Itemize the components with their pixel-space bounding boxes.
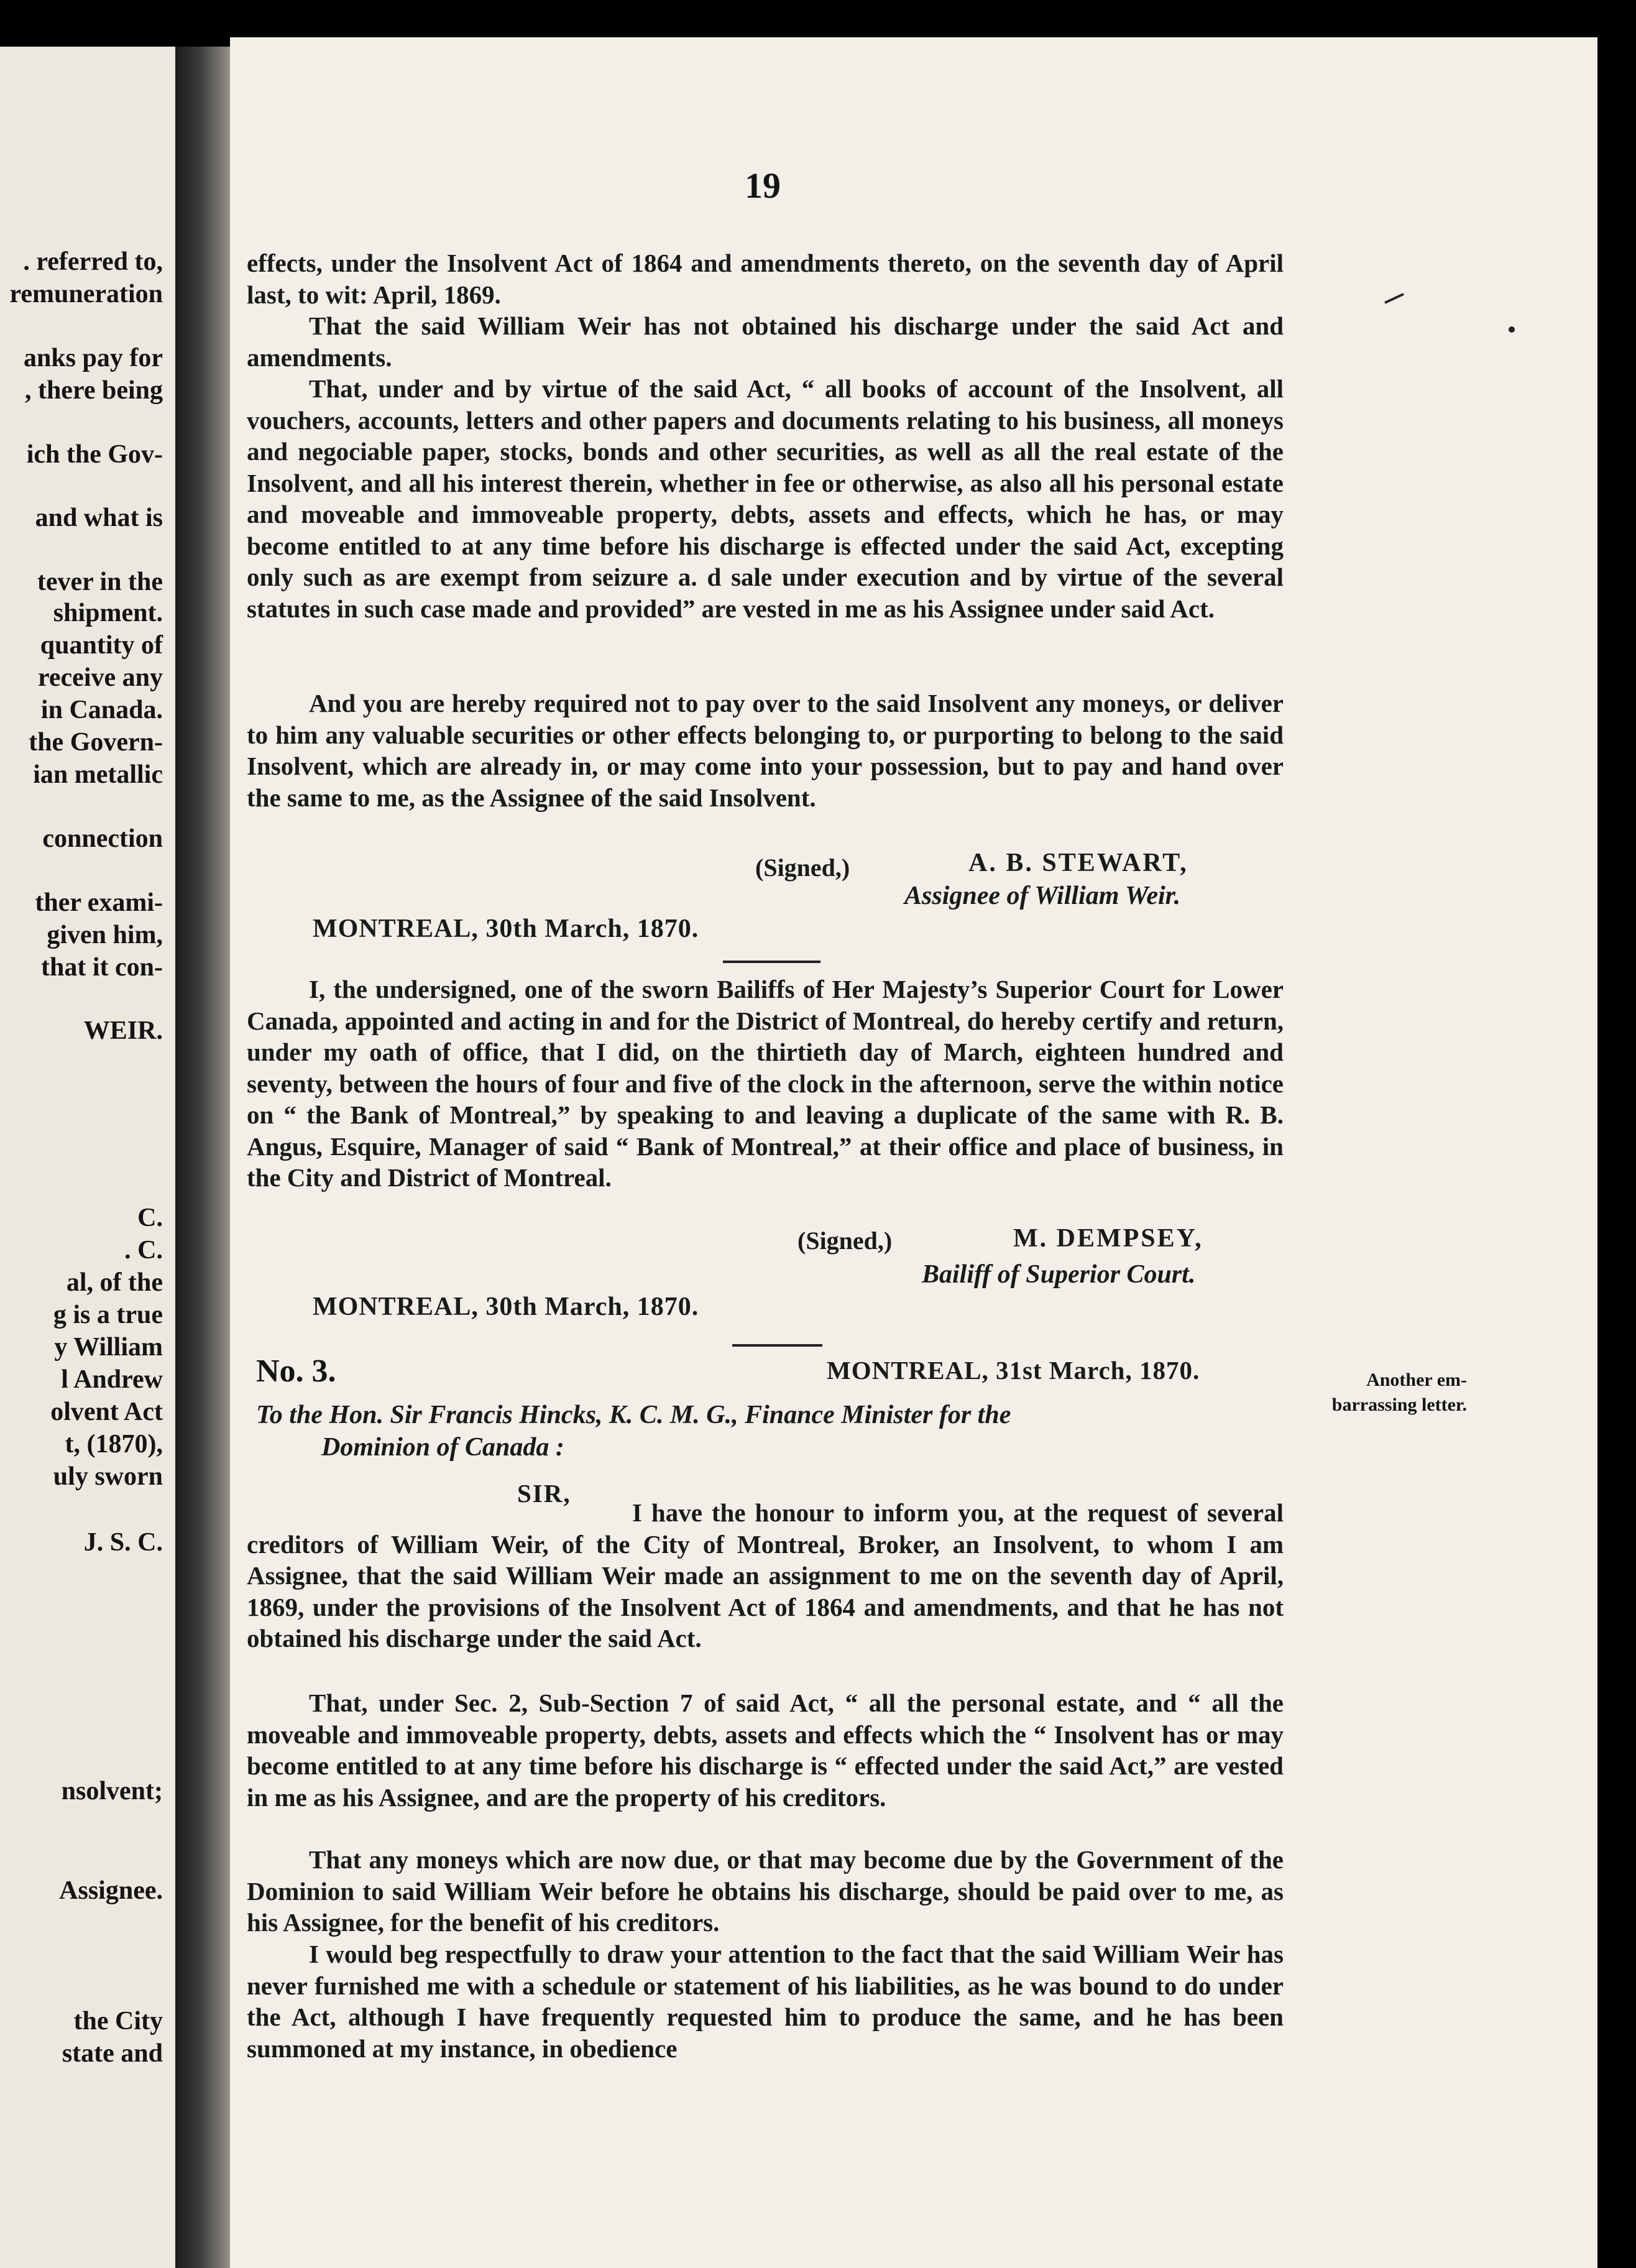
signature2-title: Bailiff of Superior Court. (922, 1260, 1196, 1289)
letter-date: MONTREAL, 31st March, 1870. (827, 1356, 1200, 1385)
letter-paragraph-4: I would beg respectfully to draw your attention to the fact that the said William Weir has never furnished me with a schedule or statement of his liabilities, as he was bound to do under the Act, although I have frequently requested him to produce the same, and he has been summoned at my instance, in obedience (247, 1940, 1284, 2063)
previous-page-line: and what is (35, 504, 163, 532)
previous-page-line: WEIR. (83, 1016, 163, 1045)
previous-page-line: al, of the (66, 1268, 163, 1297)
letter-paragraph-2: That, under Sec. 2, Sub-Section 7 of said Act, “ all the personal estate, and “ all the moveable and immoveable property, debts, assets and effects which the “ Insolvent has or may become entitled to at any time before his discharge is “ effected under the said Act,” are vested in me as his Assignee, and are the property of his creditors. (247, 1689, 1284, 1812)
previous-page-line: state and (62, 2039, 163, 2068)
previous-page-line: y William (54, 1333, 163, 1362)
previous-page-line: connection (42, 824, 163, 853)
signature1-name: A. B. STEWART, (968, 849, 1188, 877)
previous-page-line: quantity of (40, 631, 163, 660)
signature1-signed: (Signed,) (755, 854, 850, 882)
letter-paragraph-1: I have the honour to inform you, at the request of several creditors of William Weir, of the City of Montreal, Broker, an Insolvent, to whom I am Assignee, that the said William Weir made an assignment to me on the seventh day of April, 1869, under the provisions of the Insolvent Act of 1864 and amendments, and that he has not obtained his discharge under the said Act. (247, 1498, 1284, 1653)
previous-page-line: l Andrew (61, 1365, 163, 1394)
previous-page-line: C. (137, 1204, 163, 1232)
previous-page-line: the City (73, 2007, 163, 2035)
signature2-name: M. DEMPSEY, (1013, 1224, 1203, 1253)
letter-number: No. 3. (256, 1353, 336, 1389)
address-line-2: Dominion of Canada : (321, 1433, 564, 1462)
previous-page-line: g is a true (53, 1301, 163, 1329)
previous-page-line: ther exami- (35, 888, 163, 917)
previous-page-line: olvent Act (50, 1398, 163, 1426)
page-number: 19 (745, 165, 781, 206)
previous-page-line: nsolvent; (61, 1777, 163, 1805)
previous-page-line: t, (1870), (65, 1430, 163, 1459)
paragraph-effects: effects, under the Insolvent Act of 1864 and amendments thereto, on the seventh day of April last, to wit: April, 1869. (247, 249, 1284, 309)
previous-page-line: anks pay for (23, 344, 163, 372)
previous-page-line: in Canada. (40, 696, 163, 724)
previous-page-line: Assignee. (59, 1876, 163, 1905)
previous-page-line: . referred to, (23, 247, 163, 276)
paragraph-discharge: That the said William Weir has not obtained his discharge under the said Act and amendments. (247, 311, 1284, 372)
previous-page-line: receive any (38, 663, 163, 692)
paragraph-required: And you are hereby required not to pay over to the said Insolvent any moneys, or deliver to him any valuable securities or other effects belonging to, or purporting to belong to the said Insolvent, which are already in, or may come into your possession, but to pay and hand over the same to me, as the Assignee of the said Insolvent. (247, 689, 1284, 812)
previous-page-line: remuneration (9, 280, 163, 308)
bailiff-certificate: I, the undersigned, one of the sworn Bailiffs of Her Majesty’s Superior Court for Lower Canada, appointed and acting in and for the District of Montreal, do hereby certify and return, under my oath of office, that I did, on the thirtieth day of March, eighteen hundred and seventy, between the hours of four and five of the clock in the afternoon, serve the within notice on “ the Bank of Montreal,” by speaking to and leaving a duplicate of the same with R. B. Angus, Esquire, Manager of said “ Bank of Montreal,” at their office and place of business, in the City and District of Montreal. (247, 975, 1284, 1192)
letter-paragraph-3: That any moneys which are now due, or that may become due by the Government of the Dominion to said William Weir before he obtains his discharge, should be paid over to me, as his Assignee, for the benefit of his creditors. (247, 1845, 1284, 1937)
previous-page-line: , there being (24, 376, 163, 405)
paragraph-vested: That, under and by virtue of the said Act, “ all books of account of the Insolvent, all vouchers, accounts, letters and other papers and documents relating to his business, all moneys and negociable paper, stocks, bonds and other securities, as well as all the real estate of the Insolvent, and all his interest therein, whether in fee or otherwise, as also all his personal estate and moveable and immoveable property, debts, assets and effects, which he has, or may become entitled to at any time before his discharge is effected under the said Act, excepting only such as are exempt from seizure a. d sale under execution and by virtue of the several statutes in such case made and provided” are vested in me as his Assignee under said Act. (247, 374, 1284, 623)
previous-page-line: ich the Gov- (26, 440, 163, 469)
previous-page-line: J. S. C. (83, 1528, 163, 1557)
letter-salutation: SIR, (517, 1479, 571, 1508)
previous-page-line: that it con- (41, 953, 163, 982)
previous-page-line: . C. (124, 1236, 163, 1265)
previous-page-line: ian metallic (33, 760, 163, 789)
marginal-note-line: Another em- (1366, 1370, 1467, 1390)
previous-page-line: the Govern- (29, 728, 163, 757)
marginal-note-line: barrassing letter. (1331, 1394, 1467, 1415)
signature1-title: Assignee of William Weir. (904, 882, 1181, 910)
dateline-1: MONTREAL, 30th March, 1870. (313, 915, 699, 943)
previous-page-line: given him, (47, 921, 163, 949)
dateline-2: MONTREAL, 30th March, 1870. (313, 1293, 699, 1321)
previous-page-line: tever in the (37, 568, 163, 596)
address-line-1: To the Hon. Sir Francis Hincks, K. C. M. G., Finance Minister for the (256, 1401, 1011, 1429)
signature2-signed: (Signed,) (797, 1227, 893, 1255)
previous-page-line: uly sworn (53, 1462, 163, 1491)
previous-page-line: shipment. (53, 599, 163, 627)
